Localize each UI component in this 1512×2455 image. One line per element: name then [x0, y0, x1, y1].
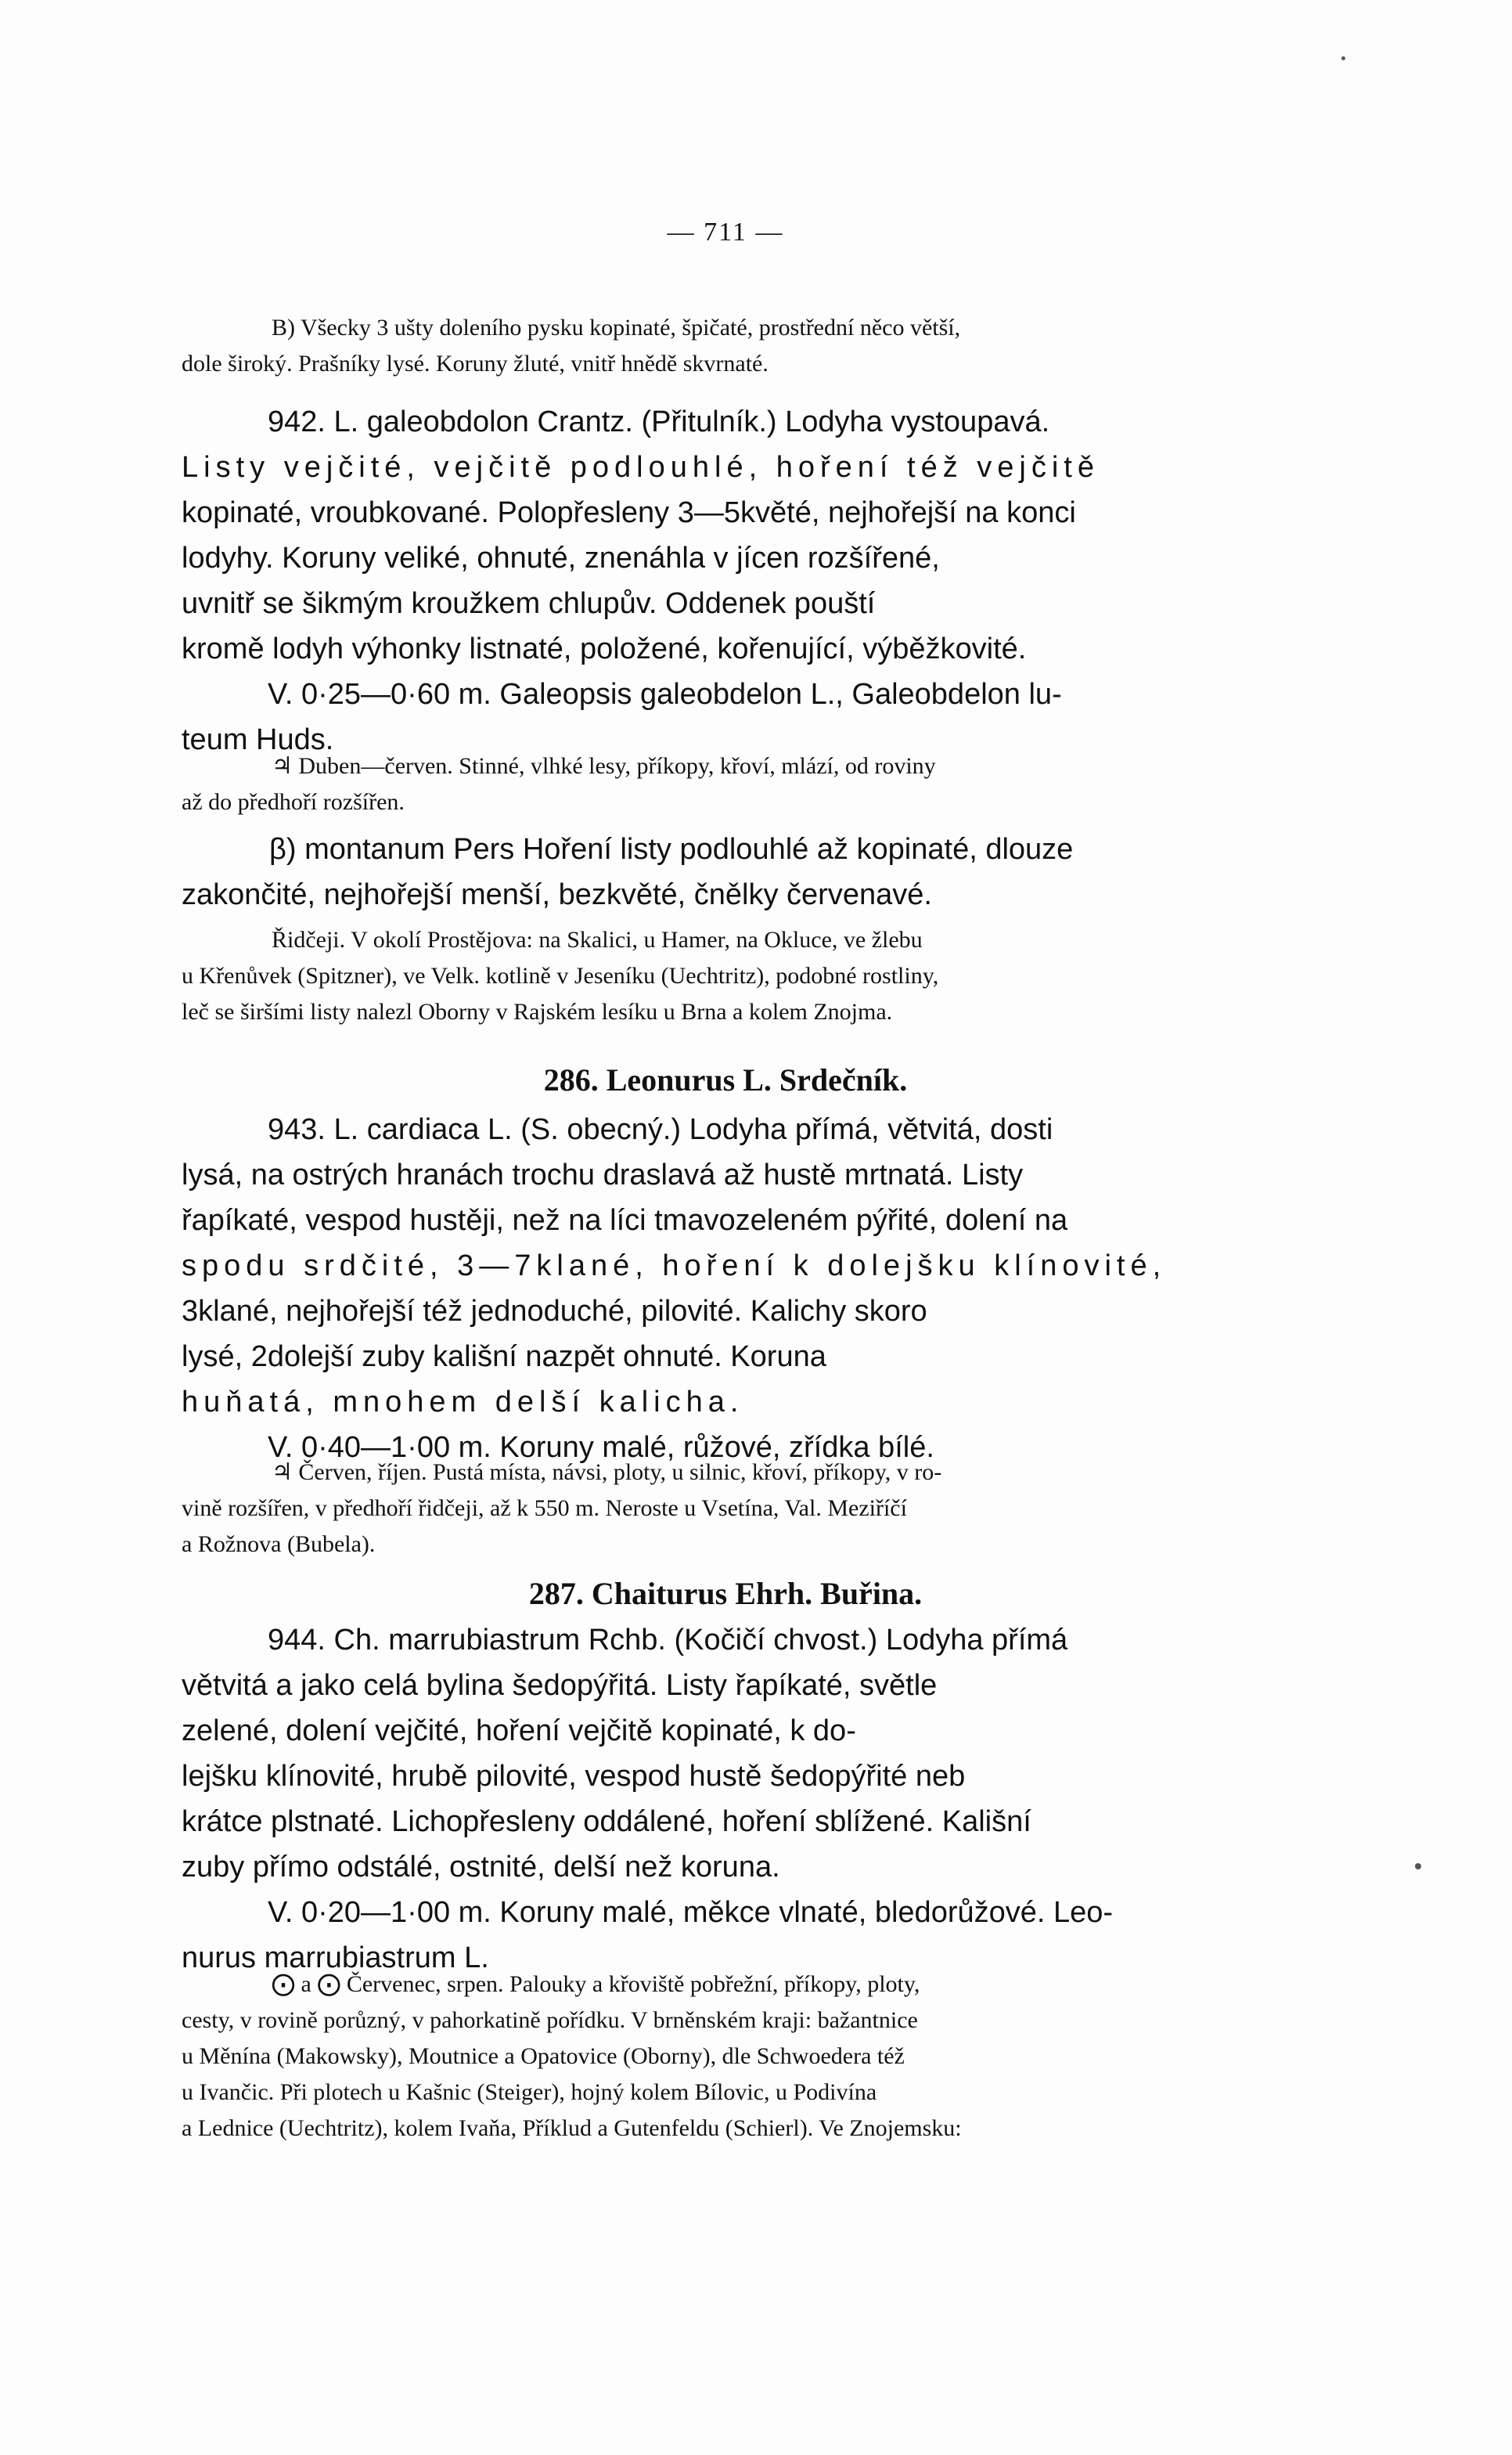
text-line: lysá, na ostrých hranách trochu draslavá až hustě mrtnatá. Listy: [182, 1159, 1024, 1191]
species-942-montanum: [182, 827, 1269, 917]
text-line: větvitá a jako celá bylina šedopýřitá. Listy řapíkaté, světle: [182, 1669, 938, 1702]
text-line: spodu srdčité, 3—7klané, hoření k dolejšku klínovité,: [182, 1249, 1167, 1282]
text-line: až do předhoří rozšířen.: [182, 789, 405, 815]
text-line: lejšku klínovité, hrubě pilovité, vespod hustě šedopýřité neb: [182, 1760, 966, 1793]
species-942-description: [182, 399, 1269, 762]
text-line: 3klané, nejhořejší též jednoduché, pilovité. Kalichy skoro: [182, 1295, 927, 1328]
text-line: řapíkaté, vespod hustěji, než na líci tmavozeleném pýřité, dolení na: [182, 1204, 1068, 1237]
text-line: u Křenůvek (Spitzner), ve Velk. kotlině v Jeseníku (Uechtritz), podobné rostliny,: [182, 963, 939, 989]
genus-287-heading: 287. Chaiturus Ehrh. Buřina.: [528, 1576, 923, 1611]
text-line: kromě lodyh výhonky listnaté, položené, kořenující, výběžkovité.: [182, 633, 1027, 665]
text-line: kopinaté, vroubkované. Polopřesleny 3—5květé, nejhořejší na konci: [182, 496, 1076, 529]
text-line: u Měnína (Makowsky), Moutnice a Opatovice (Oborny), dle Schwoedera též: [182, 2043, 905, 2069]
text-line: teum Huds.: [182, 723, 334, 756]
text-line: dole široký. Prašníky lysé. Koruny žluté, vnitř hnědě skvrnaté.: [182, 351, 769, 377]
species-944-title-line: 944. Ch. marrubiastrum Rchb. (Kočičí chvost.) Lodyha přímá: [268, 1624, 1068, 1656]
text-line: zuby přímo odstálé, ostnité, delší než koruna.: [182, 1851, 780, 1884]
page-number: — 711 —: [667, 218, 784, 247]
variant-b-paragraph: [182, 310, 1269, 382]
text-line: Řidčeji. V okolí Prostějova: na Skalici, u Hamer, na Okluce, ve žlebu: [272, 927, 923, 953]
text-line: β) montanum Pers Hoření listy podlouhlé až kopinaté, dlouze: [269, 833, 1074, 866]
species-943-habitat: [182, 1455, 1269, 1563]
text-line: cesty, v rovině porůzný, v pahorkatině pořídku. V brněnském kraji: bažantnice: [182, 2007, 918, 2033]
text-line: lodyhy. Koruny veliké, ohnuté, znenáhla v jícen rozšířené,: [182, 542, 940, 575]
text-line: ♃ Červen, říjen. Pustá místa, návsi, ploty, u silnic, křoví, příkopy, v ro-: [272, 1459, 942, 1485]
text-line: V. 0·40—1·00 m. Koruny malé, růžové, zřídka bílé.: [268, 1431, 934, 1464]
text-line: u Ivančic. Při plotech u Kašnic (Steiger), hojný kolem Bílovic, u Podivína: [182, 2079, 877, 2105]
text-line: a Rožnova (Bubela).: [182, 1531, 376, 1557]
species-942-habitat: [182, 748, 1269, 820]
text-line: zelené, dolení vejčité, hoření vejčitě kopinaté, k do-: [182, 1714, 856, 1747]
text-line: ♃ Duben—červen. Stinné, vlhké lesy, příkopy, křoví, mlází, od roviny: [272, 753, 936, 779]
text-line: huňatá, mnohem delší kalicha.: [182, 1386, 744, 1419]
scan-speck: [1415, 1863, 1421, 1869]
text-line: V. 0·20—1·00 m. Koruny malé, měkce vlnaté, bledorůžové. Leo-: [268, 1896, 1114, 1929]
species-944-description: [182, 1617, 1269, 1981]
scan-speck: [1341, 56, 1345, 60]
genus-286-heading: 286. Leonurus L. Srdečník.: [543, 1062, 908, 1098]
species-942-montanum-habitat: [182, 922, 1269, 1030]
text-line: ⨀ a ⨀ Červenec, srpen. Palouky a křoviště pobřežní, příkopy, ploty,: [272, 1971, 920, 1997]
text-line: Listy vejčité, vejčitě podlouhlé, hoření též vejčitě: [182, 451, 1100, 484]
text-line: leč se širšími listy nalezl Oborny v Rajském lesíku u Brna a kolem Znojma.: [182, 999, 893, 1025]
text-line: krátce plstnaté. Lichopřesleny oddálené, hoření sblížené. Kališní: [182, 1805, 1031, 1838]
species-944-habitat: [182, 1967, 1269, 2147]
text-line: uvnitř se šikmým kroužkem chlupův. Oddenek pouští: [182, 587, 876, 620]
species-943-title-line: 943. L. cardiaca L. (S. obecný.) Lodyha přímá, větvitá, dosti: [268, 1113, 1053, 1146]
text-line: V. 0·25—0·60 m. Galeopsis galeobdelon L., Galeobdelon lu-: [268, 678, 1062, 711]
text-line: a Lednice (Uechtritz), kolem Ivaňa, Příklud a Gutenfeldu (Schierl). Ve Znojemsku:: [182, 2115, 962, 2141]
text-line: B) Všecky 3 ušty doleního pysku kopinaté, špičaté, prostřední něco větší,: [272, 315, 961, 341]
species-943-description: [182, 1107, 1269, 1470]
text-line: nurus marrubiastrum L.: [182, 1941, 489, 1974]
species-942-title-line: 942. L. galeobdolon Crantz. (Přitulník.) Lodyha vystoupavá.: [268, 406, 1050, 438]
text-line: vině rozšířen, v předhoří řidčeji, až k 550 m. Neroste u Vsetína, Val. Meziříčí: [182, 1495, 907, 1521]
text-line: zakončité, nejhořejší menší, bezkvěté, čnělky červenavé.: [182, 878, 932, 911]
text-line: lysé, 2dolejší zuby kališní nazpět ohnuté. Koruna: [182, 1340, 826, 1373]
